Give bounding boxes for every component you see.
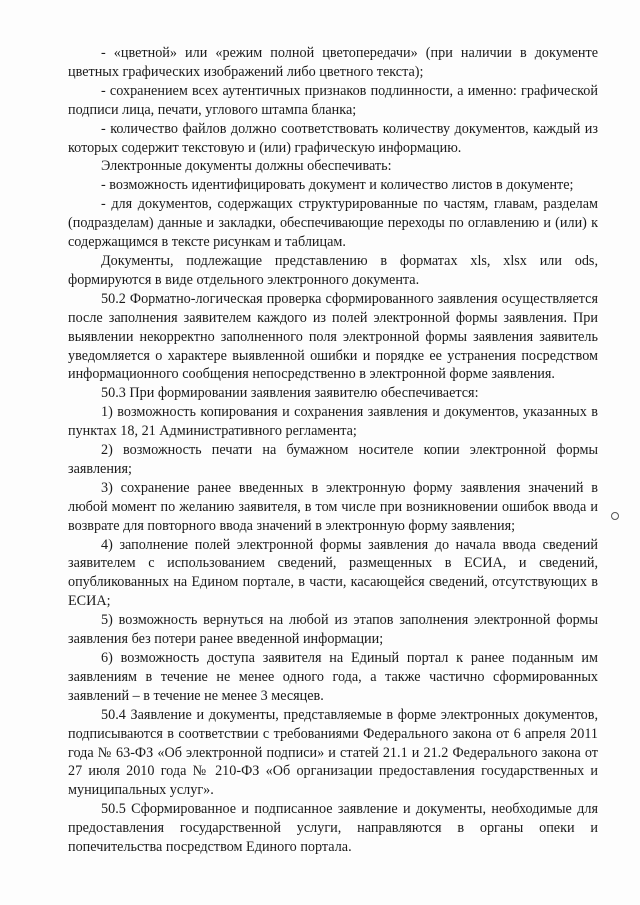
paragraph: 50.3 При формировании заявления заявителю обеспечивается:	[101, 385, 479, 402]
paragraph: - количество файлов должно соответствовать количеству документов, каждый из которых содержит текстовую и (или) графическую информацию.	[68, 120, 598, 156]
paragraph: Электронные документы должны обеспечивать:	[101, 158, 392, 175]
scan-punch-mark	[611, 512, 619, 520]
paragraph: 1) возможность копирования и сохранения заявления и документов, указанных в пунктах 18, 21 Административного регламента;	[68, 404, 598, 440]
paragraph: 2) возможность печати на бумажном носителе копии электронной формы заявления;	[68, 442, 598, 477]
paragraph: - возможность идентифицировать документ и количество листов в документе;	[101, 177, 574, 194]
paragraph: - сохранением всех аутентичных признаков подлинности, а именно: графической подписи лица, печати, углового штампа бланка;	[68, 82, 598, 118]
document-body	[68, 44, 598, 857]
paragraph: 4) заполнение полей электронной формы заявления до начала ввода сведений заявителем с использованием сведений, размещенных в ЕСИА, и сведений, опубликованных на Едином портале, в части, касающейся сведений, отсутствующих в ЕСИА;	[68, 536, 598, 610]
paragraph: 50.5 Сформированное и подписанное заявление и документы, необходимые для предоставления государственной услуги, направляются в органы опеки и попечительства посредством Единого портала.	[68, 801, 598, 856]
paragraph: 5) возможность вернуться на любой из этапов заполнения электронной формы заявления без потери ранее введенной информации;	[68, 612, 598, 648]
paragraph: 50.4 Заявление и документы, представляемые в форме электронных документов, подписываются в соответствии с требованиями Федерального закона от 6 апреля 2011 года № 63-ФЗ «Об электронной подписи» и статей 21.1 и 21.2 Федерального закона от 27 июля 2010 года № 210-ФЗ «Об организации предоставления государственных и муниципальных услуг».	[68, 706, 598, 799]
paragraph: Документы, подлежащие представлению в форматах xls, xlsx или ods, формируются в виде отдельного электронного документа.	[68, 252, 598, 288]
paragraph: 3) сохранение ранее введенных в электронную форму заявления значений в любой момент по желанию заявителя, в том числе при возникновении ошибок ввода и возврате для повторного ввода значений в электронную форму заявления;	[68, 479, 598, 534]
paragraph: 50.2 Форматно-логическая проверка сформированного заявления осуществляется после заполнения заявителем каждого из полей электронной формы заявления. При выявлении некорректно заполненного поля электронной формы заявления заявитель уведомляется о характере выявленной ошибки и порядке ее устранения посредством информационного сообщения непосредственно в электронной форме заявления.	[68, 290, 598, 383]
paragraph: - для документов, содержащих структурированные по частям, главам, разделам (подразделам) данные и закладки, обеспечивающие переходы по оглавлению и (или) к содержащимся в тексте рисункам и таблицам.	[68, 196, 598, 251]
paragraph: - «цветной» или «режим полной цветопередачи» (при наличии в документе цветных графических изображений либо цветного текста);	[68, 45, 598, 80]
paragraph: 6) возможность доступа заявителя на Единый портал к ранее поданным им заявлениям в течение не менее одного года, а также частично сформированных заявлений – в течение не менее 3 месяцев.	[68, 650, 598, 704]
